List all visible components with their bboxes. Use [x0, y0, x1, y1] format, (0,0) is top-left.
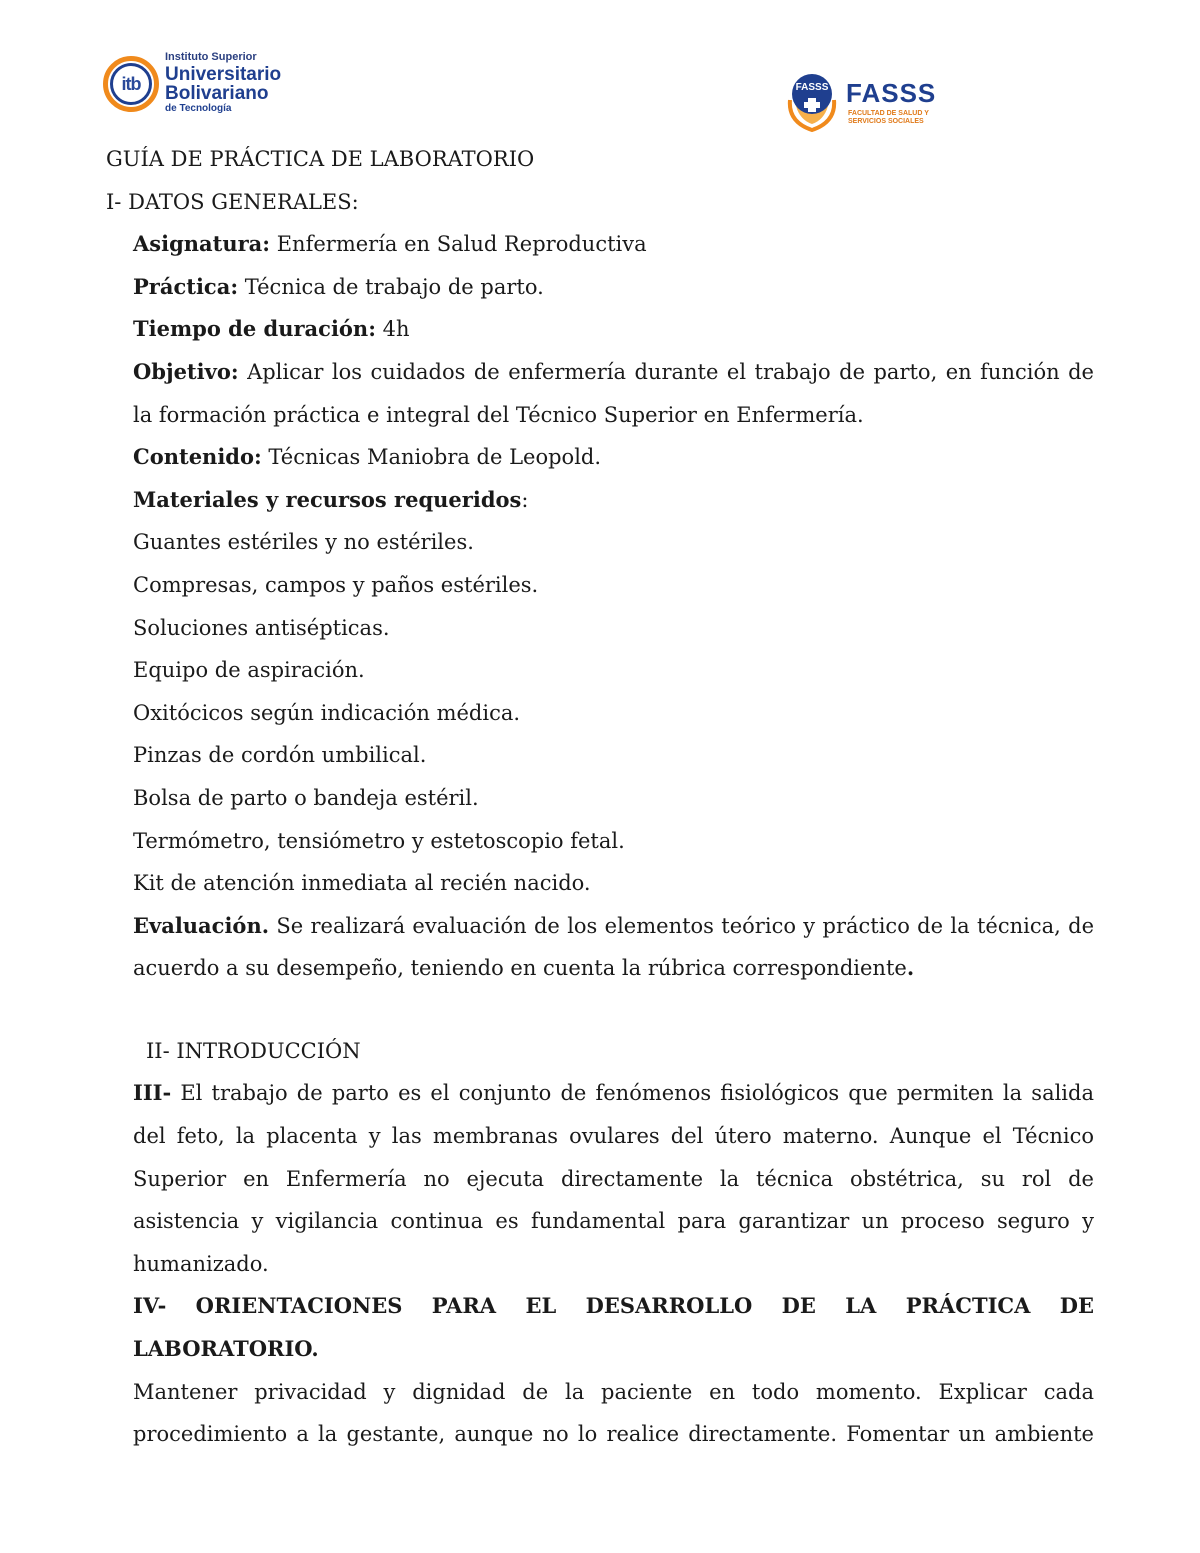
document-title: GUÍA DE PRÁCTICA DE LABORATORIO — [106, 147, 535, 171]
section3-label: III- — [133, 1080, 172, 1106]
list-item: Oxitócicos según indicación médica. — [133, 700, 521, 725]
itb-logo-line2: Universitario — [165, 64, 282, 85]
section4-heading — [106, 1285, 1094, 1370]
document-body — [106, 138, 1094, 1456]
section3-paragraph — [106, 1072, 1094, 1285]
itb-logo-line4: de Tecnología — [165, 103, 232, 114]
materiales-label: Materiales y recursos requeridos — [133, 486, 522, 512]
evaluacion-end: . — [906, 955, 915, 981]
materiales-colon: : — [521, 487, 529, 512]
itb-monogram: itb — [110, 63, 152, 105]
materiales-row — [106, 479, 1094, 522]
tiempo-row — [106, 308, 1094, 351]
asignatura-row — [106, 223, 1094, 266]
list-item: Termómetro, tensiómetro y estetoscopio fetal. — [133, 828, 625, 853]
evaluacion-text: Se realizará evaluación de los elementos teórico y práctico de la técnica, de acuerdo a su desempeño, teniendo en cuenta la rúbrica correspondiente — [133, 913, 1094, 981]
fasss-subtitle-line2: SERVICIOS SOCIALES — [848, 118, 924, 126]
list-item: Soluciones antisépticas. — [133, 615, 390, 640]
contenido-label: Contenido: — [133, 444, 262, 470]
asignatura-value: Enfermería en Salud Reproductiva — [270, 232, 647, 257]
spacer — [106, 990, 1094, 1030]
evaluacion-label: Evaluación. — [133, 912, 270, 938]
list-item: Compresas, campos y paños estériles. — [133, 572, 539, 597]
list-item: Bolsa de parto o bandeja estéril. — [133, 785, 479, 810]
practica-label: Práctica: — [133, 273, 239, 299]
section2-heading: II- INTRODUCCIÓN — [146, 1038, 361, 1063]
fasss-name: FASSS — [846, 78, 937, 108]
fasss-logo — [786, 70, 946, 136]
tiempo-value: 4h — [375, 317, 410, 342]
section3-text: El trabajo de parto es el conjunto de fenómenos fisiológicos que permiten la salida del feto, la placenta y las membranas ovulares del útero materno. Aunque el Técnico Superior en Enfermería no ejecuta directamente la técnica obstétrica, su rol de asistencia y vigilancia continua es fundamental para garantizar un proceso seguro y humanizado. — [133, 1081, 1094, 1276]
fasss-subtitle-line1: FACULTAD DE SALUD Y — [848, 110, 929, 117]
contenido-row — [106, 436, 1094, 479]
asignatura-label: Asignatura: — [133, 231, 271, 257]
fasss-emblem-icon — [786, 70, 838, 132]
practica-value: Técnica de trabajo de parto. — [238, 274, 544, 299]
itb-logo — [103, 52, 303, 120]
evaluacion-paragraph — [106, 905, 1094, 990]
list-item: Equipo de aspiración. — [133, 658, 365, 683]
objetivo-value: Aplicar los cuidados de enfermería durante el trabajo de parto, en función de la formación práctica e integral del Técnico Superior en Enfermería. — [133, 359, 1094, 427]
section1-heading: I- DATOS GENERALES: — [106, 189, 359, 214]
fasss-emblem-text: FASSS — [795, 82, 829, 93]
list-item: Guantes estériles y no estériles. — [133, 530, 474, 555]
itb-logo-line3: Bolivariano — [165, 83, 269, 104]
section4-heading-text: IV- ORIENTACIONES PARA EL DESARROLLO DE LA PRÁCTICA DE LABORATORIO. — [133, 1293, 1094, 1362]
itb-logo-emblem — [103, 56, 159, 112]
list-item: Pinzas de cordón umbilical. — [133, 743, 427, 768]
fasss-subtitle — [848, 110, 938, 126]
itb-logo-line1: Instituto Superior — [165, 51, 257, 63]
section4-paragraph: Mantener privacidad y dignidad de la paciente en todo momento. Explicar cada procedimiento a la gestante, aunque no lo realice directamente. Fomentar un ambiente — [133, 1379, 1094, 1447]
list-item: Kit de atención inmediata al recién nacido. — [133, 871, 591, 896]
practica-row — [106, 266, 1094, 309]
objetivo-paragraph — [106, 351, 1094, 436]
contenido-value: Técnicas Maniobra de Leopold. — [261, 445, 602, 470]
objetivo-label: Objetivo: — [133, 358, 239, 384]
tiempo-label: Tiempo de duración: — [133, 316, 376, 342]
